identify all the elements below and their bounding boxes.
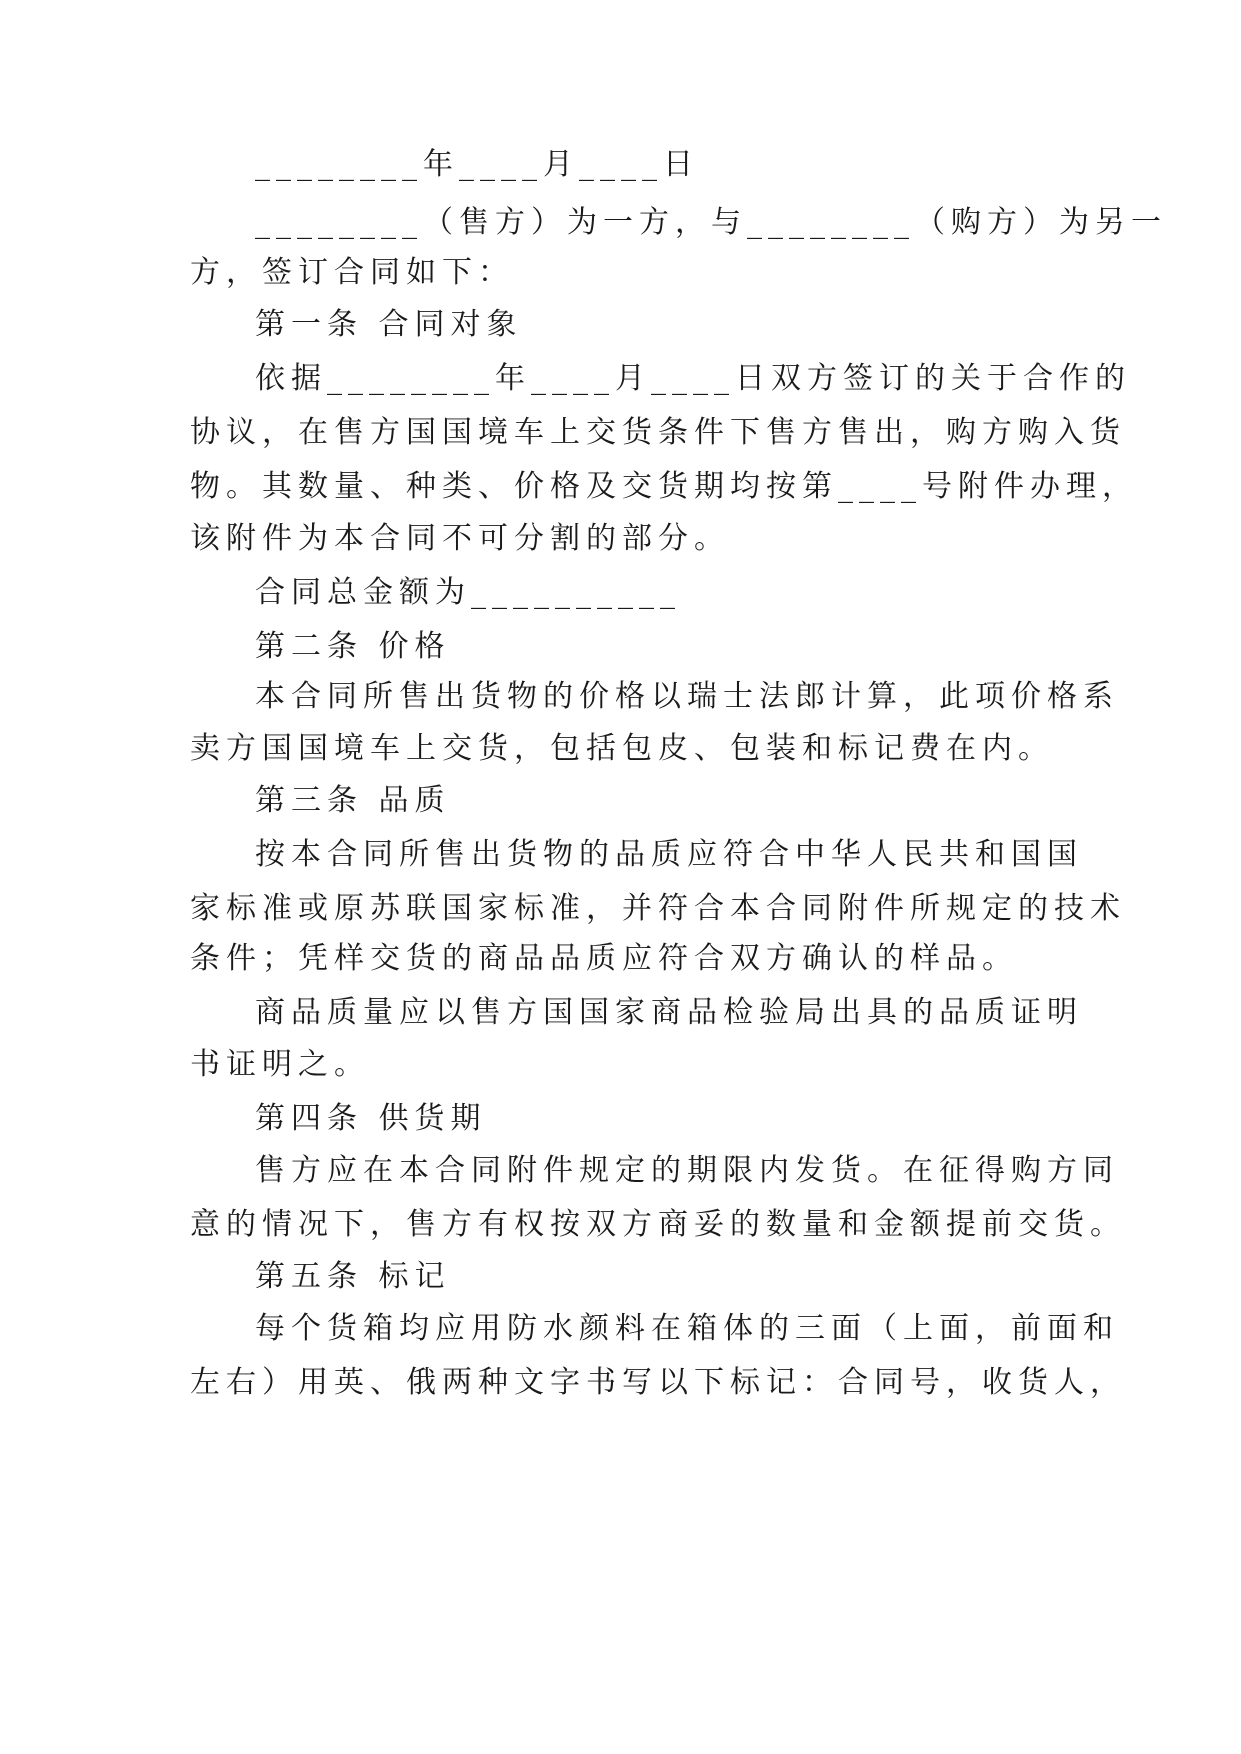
article-1-para-line: 依据________年____月____日双方签订的关于合作的 <box>255 361 1131 396</box>
article-4-para-line: 意的情况下，售方有权按双方商妥的数量和金额提前交货。 <box>190 1207 1126 1242</box>
article-3-heading: 第三条 品质 <box>255 783 451 818</box>
parties-line: ________（售方）为一方，与________（购方）为另一 <box>255 205 1167 240</box>
article-1-para-line: 该附件为本合同不可分割的部分。 <box>190 521 730 556</box>
article-3-para2-line: 商品质量应以售方国国家商品检验局出具的品质证明 <box>255 995 1083 1030</box>
article-2-para-line: 本合同所售出货物的价格以瑞士法郎计算，此项价格系 <box>255 679 1119 714</box>
article-4-heading: 第四条 供货期 <box>255 1101 487 1136</box>
article-4-para-line: 售方应在本合同附件规定的期限内发货。在征得购方同 <box>255 1153 1119 1188</box>
total-amount-line: 合同总金额为__________ <box>255 575 681 610</box>
article-2-heading: 第二条 价格 <box>255 629 451 664</box>
date-line: ________年____月____日 <box>255 147 699 182</box>
article-5-para-line: 左右）用英、俄两种文字书写以下标记：合同号，收货人， <box>190 1365 1126 1400</box>
article-1-para-line: 协议，在售方国国境车上交货条件下售方售出，购方购入货 <box>190 415 1126 450</box>
article-3-para-line: 家标准或原苏联国家标准，并符合本合同附件所规定的技术 <box>190 891 1126 926</box>
article-3-para2-line: 书证明之。 <box>190 1047 370 1082</box>
article-5-para-line: 每个货箱均应用防水颜料在箱体的三面（上面，前面和 <box>255 1311 1119 1346</box>
article-2-para-line: 卖方国国境车上交货，包括包皮、包装和标记费在内。 <box>190 731 1054 766</box>
article-5-heading: 第五条 标记 <box>255 1259 451 1294</box>
article-3-para-line: 条件；凭样交货的商品品质应符合双方确认的样品。 <box>190 941 1018 976</box>
article-1-heading: 第一条 合同对象 <box>255 307 523 342</box>
article-3-para-line: 按本合同所售出货物的品质应符合中华人民共和国国 <box>255 837 1083 872</box>
article-1-para-line: 物。其数量、种类、价格及交货期均按第____号附件办理， <box>190 469 1138 504</box>
parties-line-cont: 方，签订合同如下： <box>190 255 514 290</box>
